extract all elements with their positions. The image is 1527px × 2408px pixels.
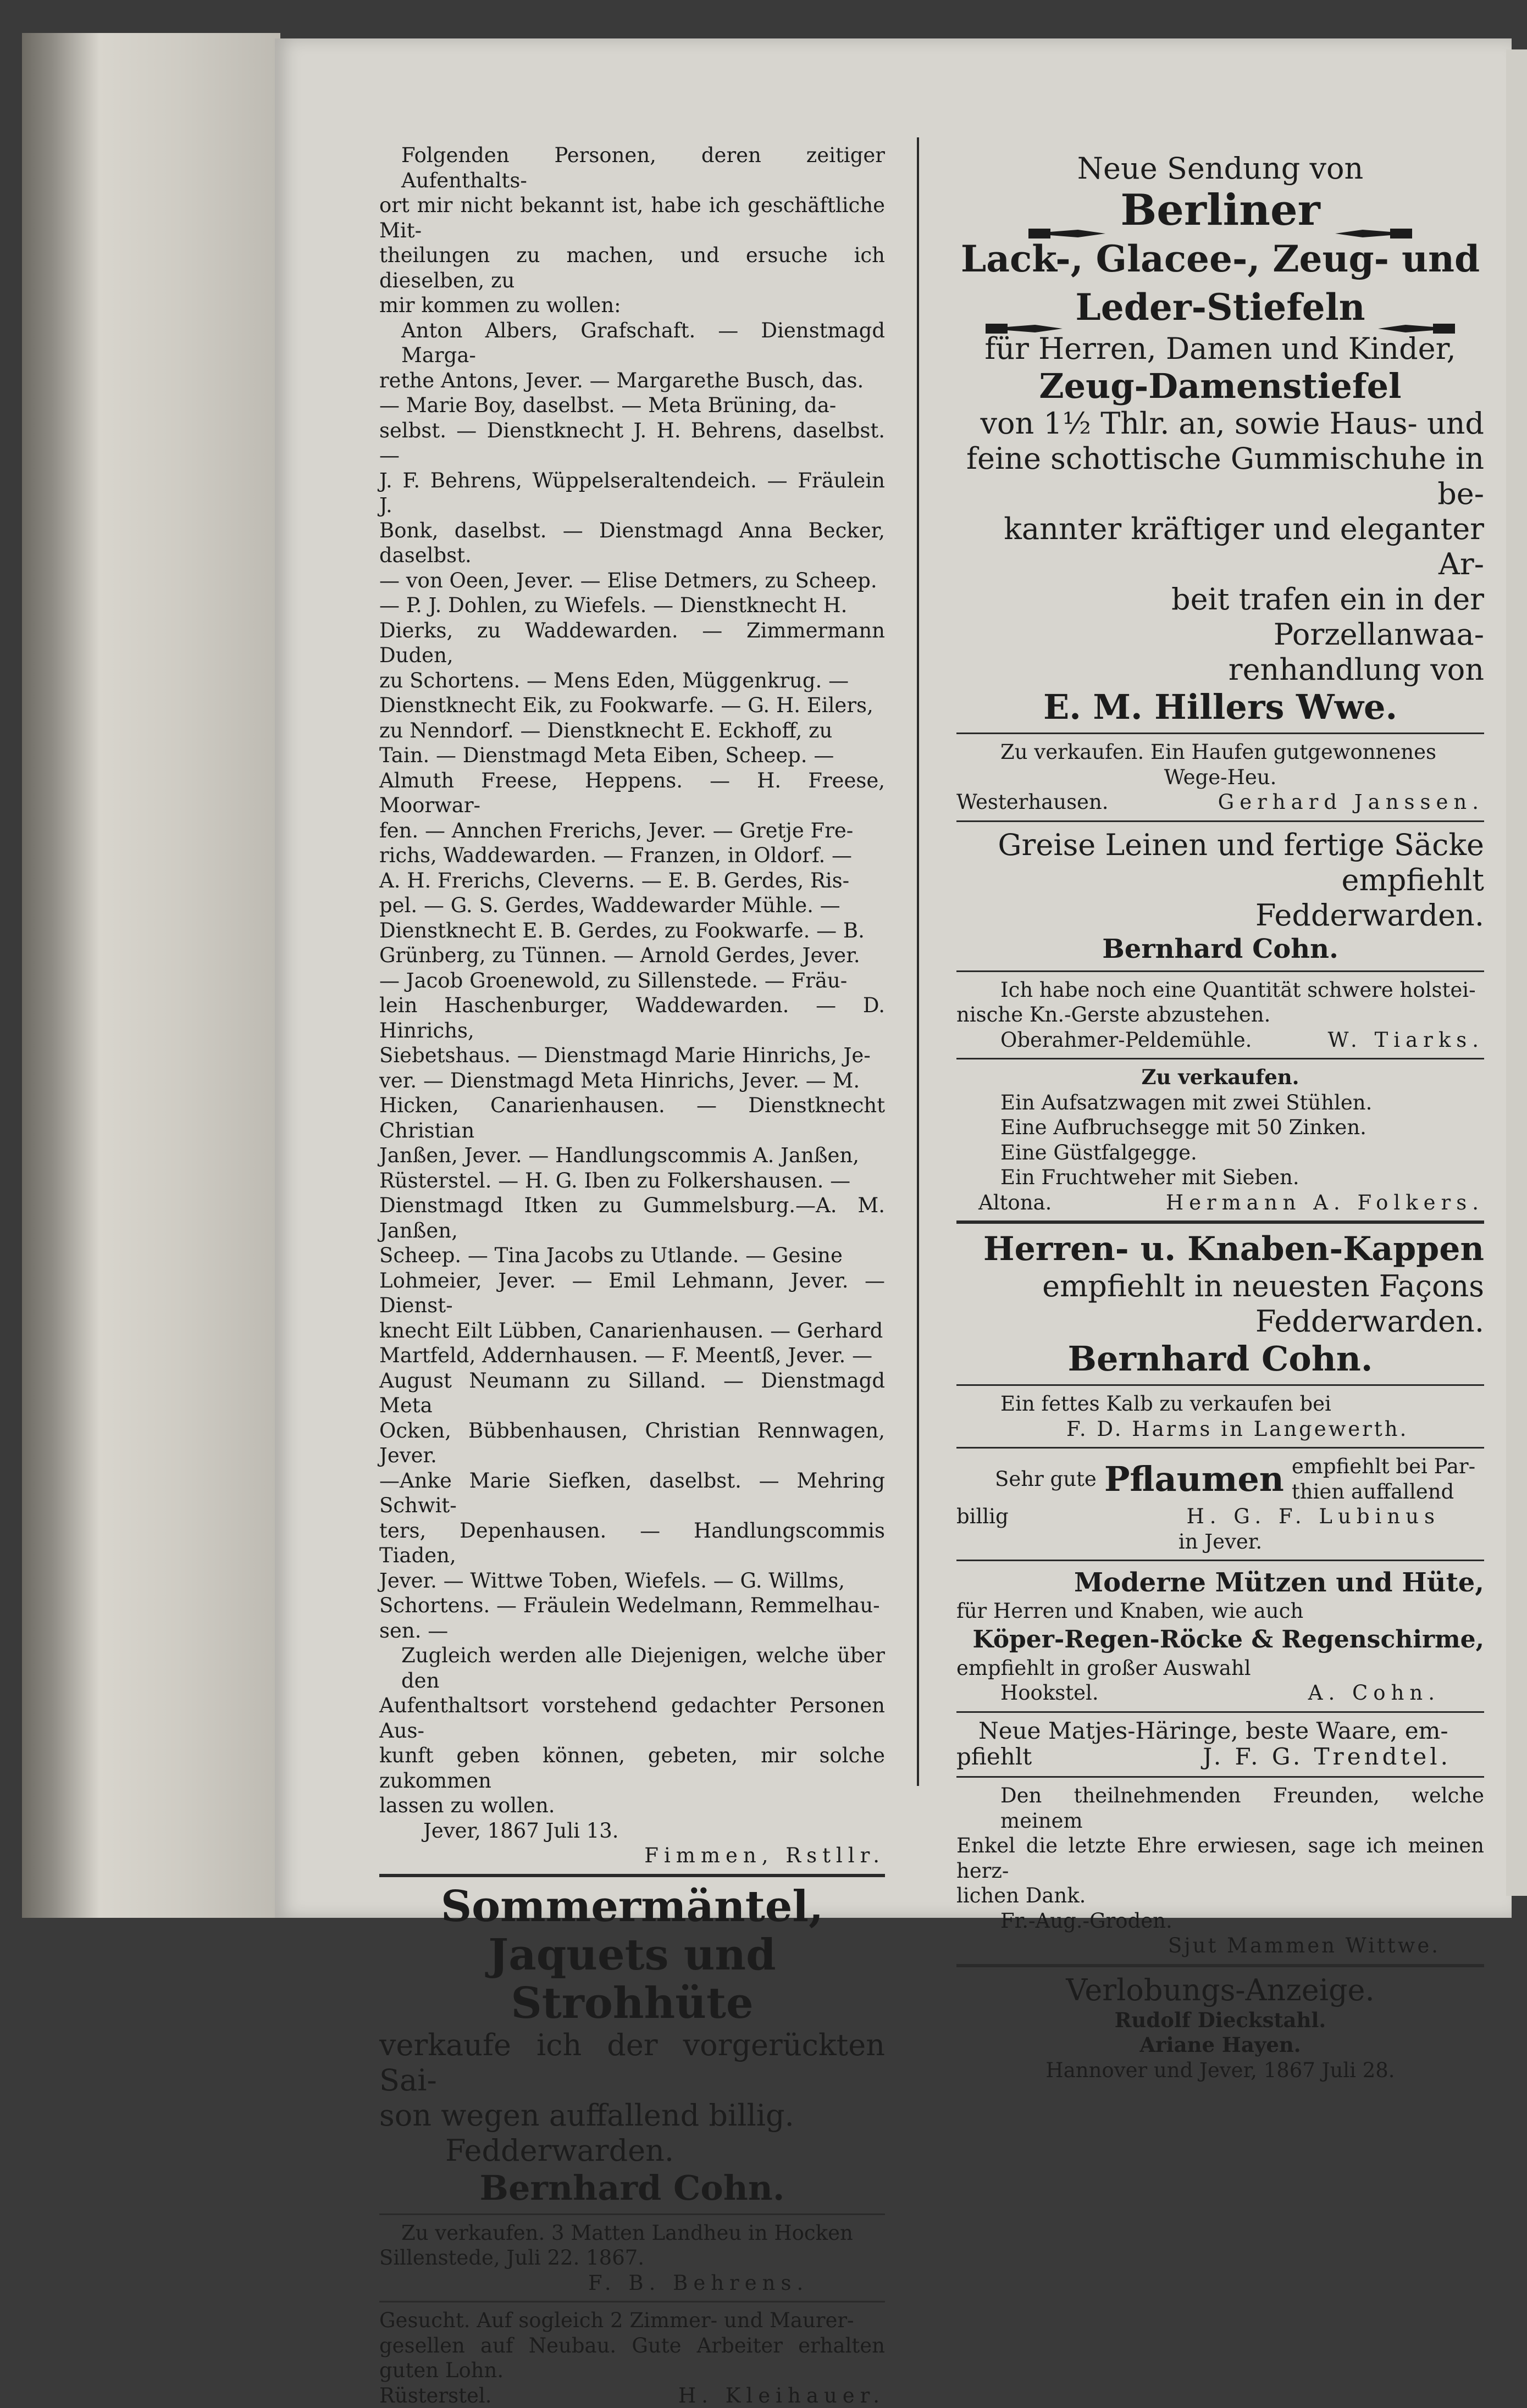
notice-line: rethe Antons, Jever. — Margarethe Busch, das. [379, 368, 885, 393]
fiance-name: Rudolf Dieckstahl. [956, 2008, 1484, 2033]
ad-title: Jaquets und Strohhüte [379, 1931, 885, 2028]
ad-text: Sehr gute [956, 1467, 1097, 1492]
ad-text: pfiehlt [956, 1743, 1032, 1771]
ad-place: Hookstel. [956, 1680, 1099, 1706]
divider [956, 1220, 1484, 1224]
notice-line: Hicken, Canarienhausen. — Dienstknecht Christian [379, 1093, 885, 1143]
notice-line: Martfeld, Addernhausen. — F. Meentß, Jever. — [379, 1343, 885, 1368]
notice-line: lassen zu wollen. [379, 1793, 885, 1818]
divider [956, 733, 1484, 734]
ad-place: Rüsterstel. [379, 2383, 491, 2408]
ad-title: Zeug-Damenstiefel [956, 367, 1484, 406]
ad-merchant: Bernhard Cohn. [956, 1339, 1484, 1379]
ad-signature: W. Tiarks. [1327, 1028, 1484, 1053]
ad-title-text: Leder-Stiefeln [1075, 286, 1365, 329]
ad-text: thien auffallend [1292, 1479, 1475, 1505]
notice-line: ters, Depenhausen. — Handlungscommis Tiaden, [379, 1518, 885, 1568]
notice-line: Tain. — Dienstmagd Meta Eiben, Scheep. — [379, 743, 885, 768]
ad-place: Fedderwarden. [956, 1304, 1484, 1339]
divider [956, 820, 1484, 822]
notice-line: ort mir nicht bekannt ist, habe ich geschäftliche Mit- [379, 193, 885, 243]
wege-heu-ad [956, 740, 1484, 815]
kalb-ad [956, 1391, 1484, 1441]
ad-merchant: Bernhard Cohn. [956, 933, 1484, 965]
ad-text: Greise Leinen und fertige Säcke [956, 828, 1484, 863]
ad-title: Herren- u. Knaben-Kappen [956, 1229, 1484, 1269]
ad-text: Eine Güstfalgegge. [956, 1140, 1484, 1166]
divider [379, 1874, 885, 1877]
notice-date: Hannover und Jever, 1867 Juli 28. [956, 2058, 1484, 2083]
ad-text: von 1½ Thlr. an, sowie Haus- und [956, 406, 1484, 441]
notice-line: Zugleich werden alle Diejenigen, welche über den [379, 1643, 885, 1693]
ad-text: Den theilnehmenden Freunden, welche meinem [956, 1783, 1484, 1833]
notice-line: ver. — Dienstmagd Meta Hinrichs, Jever. — M. [379, 1068, 885, 1094]
ad-text: Ein fettes Kalb zu verkaufen bei [956, 1391, 1484, 1417]
ad-place: Fedderwarden. [956, 898, 1484, 933]
notice-line: — von Oeen, Jever. — Elise Detmers, zu Scheep. [379, 568, 885, 593]
right-column [956, 151, 1484, 2083]
ad-text: Neue Sendung von [956, 151, 1484, 186]
divider [956, 1711, 1484, 1713]
leinen-ad [956, 828, 1484, 965]
notice-line: Bonk, daselbst. — Dienstmagd Anna Becker, daselbst. [379, 518, 885, 568]
column-divider [917, 137, 919, 1786]
kappen-ad [956, 1229, 1484, 1379]
ad-text: empfiehlt in großer Auswahl [956, 1656, 1484, 1681]
notice-line: Lohmeier, Jever. — Emil Lehmann, Jever. — Dienst- [379, 1268, 885, 1318]
ad-text: renhandlung von [956, 652, 1484, 687]
ad-text: Zu verkaufen. Ein Haufen gutgewonnenes [956, 740, 1484, 765]
ad-text: Enkel die letzte Ehre erwiesen, sage ich meinen herz- [956, 1833, 1484, 1883]
pflaumen-ad [956, 1454, 1484, 1504]
muetzen-ad [956, 1567, 1484, 1706]
landheu-ad [379, 2221, 885, 2296]
notice-line: Grünberg, zu Tünnen. — Arnold Gerdes, Jever. [379, 943, 885, 968]
divider [379, 2301, 885, 2302]
ad-title: Verlobungs-Anzeige. [956, 1973, 1484, 2008]
divider [379, 2213, 885, 2215]
engagement-notice [956, 1973, 1484, 2083]
ad-title-text: Berliner [1120, 185, 1320, 235]
pointing-hand-icon [1378, 301, 1455, 320]
ad-place: Fedderwarden. [379, 2133, 885, 2168]
next-page-edge [1506, 49, 1527, 1896]
ad-signature: F. D. Harms in Langewerth. [956, 1417, 1484, 1442]
notice-line: Almuth Freese, Heppens. — H. Freese, Moorwar- [379, 768, 885, 818]
notice-line: Rüsterstel. — H. G. Iben zu Folkershausen. — [379, 1168, 885, 1194]
ad-text: Neue Matjes-Häringe, beste Waare, em- [956, 1718, 1484, 1744]
ad-merchant: Bernhard Cohn. [379, 2168, 885, 2208]
notice-signature: Fimmen, Rstllr. [379, 1843, 885, 1868]
ad-text: empfiehlt [956, 863, 1484, 898]
ad-text: son wegen auffallend billig. [379, 2098, 885, 2133]
ad-text: kannter kräftiger und eleganter Ar- [956, 512, 1484, 582]
ad-title: Sommermäntel, [379, 1883, 885, 1931]
divider [956, 1560, 1484, 1561]
notice-line: fen. — Annchen Frerichs, Jever. — Gretje Fre- [379, 818, 885, 844]
pointing-hand-icon [1335, 204, 1412, 223]
ad-text: empfiehlt bei Par- [1292, 1454, 1475, 1479]
notice-line: selbst. — Dienstknecht J. H. Behrens, daselbst. — [379, 418, 885, 468]
ad-text: Zu verkaufen. 3 Matten Landheu in Hocken [379, 2221, 885, 2246]
notice-line: August Neumann zu Silland. — Dienstmagd Meta [379, 1368, 885, 1418]
notice-date: Jever, 1867 Juli 13. [379, 1818, 885, 1844]
divider [956, 1447, 1484, 1449]
divider [956, 1384, 1484, 1386]
pointing-hand-icon [1028, 204, 1105, 223]
ad-signature: J. F. G. Trendtel. [1203, 1743, 1484, 1771]
ad-text: nische Kn.-Gerste abzustehen. [956, 1002, 1484, 1028]
notice-line: sen. — [379, 1618, 885, 1644]
ad-signature: H. G. F. Lubinus [1186, 1504, 1484, 1529]
ad-signature: A. Cohn. [1308, 1680, 1484, 1706]
ad-text: Ein Aufsatzwagen mit zwei Stühlen. [956, 1090, 1484, 1116]
ad-place: Fr.-Aug.-Groden. [956, 1908, 1484, 1934]
ad-text-group [1292, 1454, 1475, 1504]
ad-signature: Sjut Mammen Wittwe. [956, 1933, 1484, 1958]
divider [956, 1058, 1484, 1059]
notice-line: theilungen zu machen, und ersuche ich dieselben, zu [379, 243, 885, 293]
notice-line: Dienstmagd Itken zu Gummelsburg.—A. M. Janßen, [379, 1193, 885, 1243]
notice-line: Schortens. — Fräulein Wedelmann, Remmelhau- [379, 1593, 885, 1618]
matjes-ad [956, 1718, 1484, 1771]
notice-line: — Jacob Groenewold, zu Sillenstede. — Fräu- [379, 968, 885, 994]
ad-text: für Herren und Knaben, wie auch [956, 1599, 1484, 1624]
notice-line: Janßen, Jever. — Handlungscommis A. Janßen, [379, 1143, 885, 1168]
notice-line: zu Nenndorf. — Dienstknecht E. Eckhoff, zu [379, 718, 885, 744]
fiancee-name: Ariane Hayen. [956, 2033, 1484, 2058]
notice-line: Dierks, zu Waddewarden. — Zimmermann Duden, [379, 618, 885, 668]
notice-line: Aufenthaltsort vorstehend gedachter Personen Aus- [379, 1693, 885, 1743]
ad-text: Ich habe noch eine Quantität schwere holstei- [956, 978, 1484, 1003]
ad-signature: Hermann A. Folkers. [1166, 1190, 1484, 1216]
ad-text: Eine Aufbruchsegge mit 50 Zinken. [956, 1115, 1484, 1140]
ad-text: empfiehlt in neuesten Façons [956, 1269, 1484, 1304]
page-stack [22, 33, 280, 1918]
notice-line: — P. J. Dohlen, zu Wiefels. — Dienstknecht H. [379, 593, 885, 618]
notice-line: Dienstknecht Eik, zu Fookwarfe. — G. H. Eilers, [379, 693, 885, 718]
notice-line: Folgenden Personen, deren zeitiger Aufenthalts- [379, 143, 885, 193]
ad-text: gesellen auf Neubau. Gute Arbeiter erhalten guten Lohn. [379, 2333, 885, 2383]
ad-title [956, 283, 1484, 331]
notice-line: —Anke Marie Siefken, daselbst. — Mehring Schwit- [379, 1468, 885, 1518]
ad-text: lichen Dank. [956, 1883, 1484, 1908]
ad-place: in Jever. [956, 1529, 1484, 1555]
ad-title: Moderne Mützen und Hüte, [956, 1567, 1484, 1599]
ad-place: Westerhausen. [956, 790, 1109, 815]
notice-line: knecht Eilt Lübben, Canarienhausen. — Gerhard [379, 1318, 885, 1344]
gerste-ad [956, 978, 1484, 1053]
notice-line: Dienstknecht E. B. Gerdes, zu Fookwarfe. — B. [379, 918, 885, 944]
ad-signature: H. Kleihauer. [678, 2383, 885, 2408]
notice-line: zu Schortens. — Mens Eden, Müggenkrug. — [379, 668, 885, 693]
ad-text: verkaufe ich der vorgerückten Sai- [379, 2028, 885, 2098]
notice-line: kunft geben können, gebeten, mir solche zukommen [379, 1743, 885, 1793]
ad-text: feine schottische Gummischuhe in be- [956, 441, 1484, 512]
divider [956, 1964, 1484, 1967]
notice-line: Ocken, Bübbenhausen, Christian Rennwagen, Jever. [379, 1418, 885, 1468]
notice-line: mir kommen zu wollen: [379, 293, 885, 318]
ad-heading: Zu verkaufen. [956, 1065, 1484, 1090]
notice-line: Jever. — Wittwe Toben, Wiefels. — G. Willms, [379, 1568, 885, 1594]
ad-title: Pflaumen [1104, 1460, 1284, 1499]
ad-title: Lack-, Glacee-, Zeug- und [956, 235, 1484, 283]
notice-line: A. H. Frerichs, Cleverns. — E. B. Gerdes, Ris- [379, 868, 885, 894]
divider [956, 1776, 1484, 1778]
ad-title [956, 186, 1484, 235]
notice-line: Siebetshaus. — Dienstmagd Marie Hinrichs, Je- [379, 1043, 885, 1068]
notice-line: Anton Albers, Grafschaft. — Dienstmagd Marga- [379, 318, 885, 368]
notice-line: Scheep. — Tina Jacobs zu Utlande. — Gesine [379, 1243, 885, 1268]
ad-text: Gesucht. Auf sogleich 2 Zimmer- und Maurer- [379, 2308, 885, 2333]
summer-coats-ad [379, 1883, 885, 2208]
ad-text: Wege-Heu. [956, 765, 1484, 790]
notice-line: J. F. Behrens, Wüppelseraltendeich. — Fräulein J. [379, 468, 885, 518]
pointing-hand-icon [986, 301, 1063, 320]
ad-text: billig [956, 1504, 1009, 1529]
missing-persons-notice [379, 143, 885, 1818]
ad-signature: F. B. Behrens. [379, 2271, 885, 2296]
gesucht-ad [379, 2308, 885, 2408]
altona-ad [956, 1065, 1484, 1215]
notice-line: pel. — G. S. Gerdes, Waddewarder Mühle. — [379, 893, 885, 918]
left-column [379, 143, 885, 2408]
notice-line: richs, Waddewarden. — Franzen, in Oldorf. — [379, 843, 885, 868]
ad-text: Sillenstede, Juli 22. 1867. [379, 2245, 885, 2271]
notice-line: lein Haschenburger, Waddewarden. — D. Hinrichs, [379, 993, 885, 1043]
ad-merchant: E. M. Hillers Wwe. [956, 687, 1484, 727]
thanks-notice [956, 1783, 1484, 1958]
ad-text: Ein Fruchtweher mit Sieben. [956, 1165, 1484, 1190]
ad-place: Oberahmer-Peldemühle. [956, 1028, 1252, 1053]
ad-text: beit trafen ein in der Porzellanwaa- [956, 582, 1484, 652]
notice-line: — Marie Boy, daselbst. — Meta Brüning, da- [379, 393, 885, 418]
ad-signature: Gerhard Janssen. [1218, 790, 1484, 815]
ad-title: Köper-Regen-Röcke & Regenschirme, [956, 1624, 1484, 1656]
boots-ad [956, 151, 1484, 727]
ad-place: Altona. [956, 1190, 1052, 1216]
ad-text: für Herren, Damen und Kinder, [956, 331, 1484, 367]
divider [956, 970, 1484, 972]
